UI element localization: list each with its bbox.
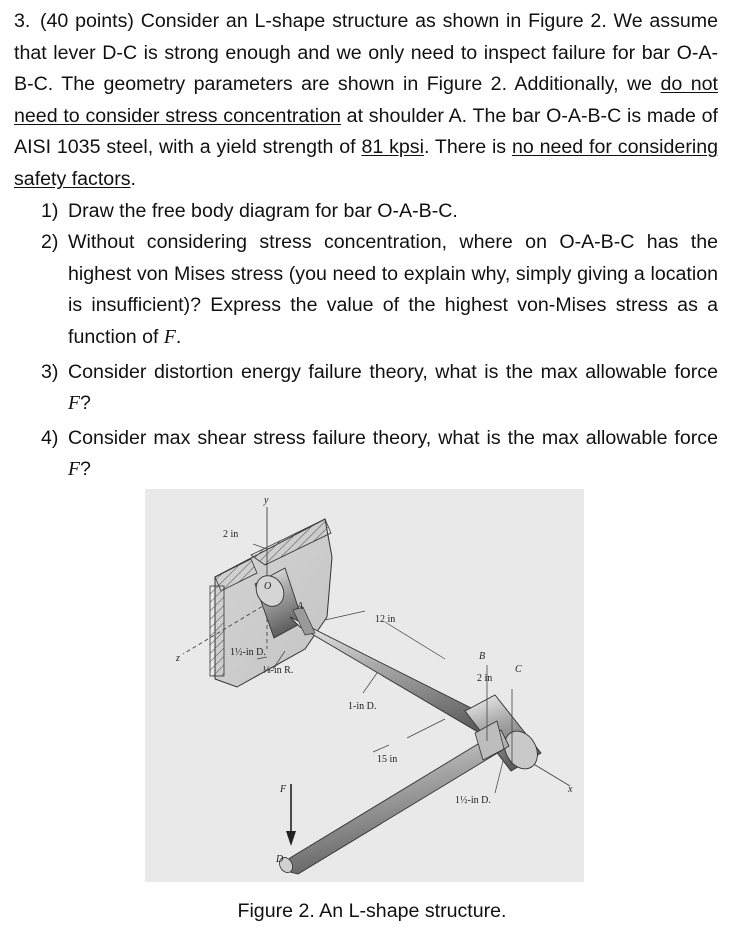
intro-underline-yield-strength: 81 kpsi (361, 136, 424, 159)
intro-text-4: . (130, 167, 136, 190)
question-text: Consider distortion energy failure theory, what is the max allowable force (68, 360, 718, 383)
label-y: y (264, 495, 269, 506)
label-15in: 15 in (377, 754, 398, 765)
question-end: ? (79, 458, 91, 481)
label-d: D (276, 854, 284, 865)
question-number: 3) (41, 360, 59, 383)
question-number: 1) (41, 199, 59, 222)
question-number: 4) (41, 426, 59, 449)
label-b: B (479, 651, 486, 662)
l-shape-figure (145, 489, 584, 882)
question-item-2 (14, 227, 718, 353)
intro-text-3: . There is (423, 136, 512, 159)
question-item-4 (14, 423, 718, 486)
problem-intro (14, 6, 718, 196)
label-z: z (176, 653, 180, 664)
label-12in: 12 in (375, 614, 396, 625)
label-o: O (264, 581, 272, 592)
intro-underline-stress-concentration: do not need to consider stress concentration (14, 73, 718, 127)
intro-text-1: (40 points) Consider an L-shape structure as shown in Figure 2. We assume that lever D-C is strong enough and we only need to inspect failure for bar O-A-B-C. The geometry parameters are shown in Figure 2. Additionally, we (14, 10, 718, 96)
force-variable: F (163, 326, 176, 348)
label-2in-b: 2 in (477, 673, 493, 684)
question-end: . (175, 325, 182, 348)
label-x: x (568, 784, 573, 795)
label-1-8in-r: ⅛-in R. (263, 665, 294, 676)
intro-text-2: at shoulder A. The bar O-A-B-C is made of AISI 1035 steel, with a yield strength of (14, 104, 718, 159)
label-c: C (515, 664, 522, 675)
label-1-5in-d-lower: 1½-in D. (455, 795, 491, 806)
question-end: ? (79, 392, 91, 415)
question-number: 2) (41, 231, 59, 254)
label-f: F (280, 784, 287, 795)
figure-caption: Figure 2. An L-shape structure. (237, 900, 507, 922)
force-variable: F (68, 459, 80, 481)
figure-drawing (145, 489, 584, 882)
intro-underline-safety-factors: no need for considering safety factors (14, 136, 718, 190)
problem-number: 3. (14, 10, 31, 32)
question-item-3 (14, 357, 718, 420)
force-variable: F (68, 393, 80, 415)
question-text: Consider max shear stress failure theory, what is the max allowable force (68, 426, 718, 449)
question-text: Without considering stress concentration, where on O-A-B-C has the highest von Mises stress (you need to explain why, simply giving a location is insufficient)? Express the value of the highest von-Mises stress as a function of (68, 231, 718, 348)
problem-3 (14, 6, 718, 486)
question-item-1 (14, 196, 718, 228)
label-a: A (297, 601, 304, 612)
question-text: Draw the free body diagram for bar O-A-B-C. (68, 199, 458, 222)
label-1-5in-d: 1½-in D. (230, 647, 266, 658)
label-1in-d: 1-in D. (348, 701, 377, 712)
label-2in-top: 2 in (223, 529, 239, 540)
